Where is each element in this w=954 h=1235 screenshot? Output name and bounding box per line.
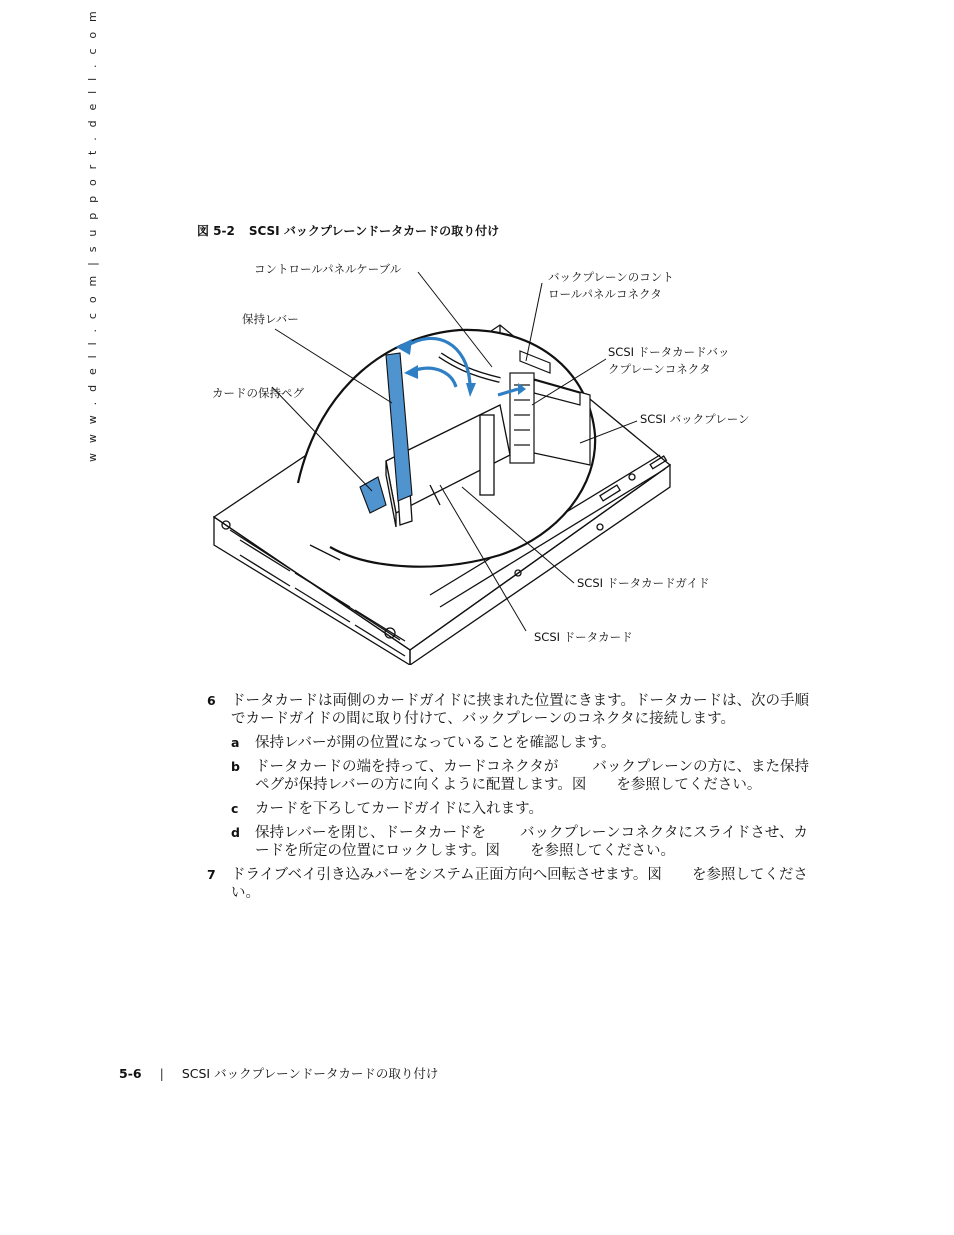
substep-letter: a — [231, 735, 240, 750]
step-6b — [207, 758, 812, 794]
callout-daughter-card-connector-line1: SCSI ドータカードバッ — [608, 345, 730, 359]
substep-text-part2: バックプレーンコネクタにスライドさせ、カードを所定の位置にロックします。図 — [255, 825, 808, 859]
step-7 — [207, 866, 812, 902]
substep-text-part1: ドータカードの端を持って、カードコネクタが — [255, 759, 559, 775]
substep-text: カードを下ろしてカードガイドに入れます。 — [255, 801, 543, 817]
figure-number: 図 5-2 — [197, 224, 235, 238]
substep-text-part3: を参照してください。 — [530, 843, 676, 859]
step-number: 6 — [207, 693, 216, 708]
step-text: ドータカードは両側のカードガイドに挟まれた位置にきます。ドータカードは、次の手順でカードガイドの間に取り付けて、バックプレーンのコネクタに接続します。 — [231, 693, 809, 727]
callout-card-retention-peg: カードの保持ペグ — [212, 386, 304, 400]
figure-title-text: SCSI バックプレーンドータカードの取り付け — [248, 224, 500, 238]
substep-text: 保持レバーが開の位置になっていることを確認します。 — [255, 735, 616, 751]
callout-scsi-backplane: SCSI バックプレーン — [640, 412, 750, 426]
substep-text-part3: を参照してください。 — [616, 777, 762, 793]
substep-letter: c — [231, 801, 239, 816]
side-url: w w w . d e l l . c o m | s u p p o r t . d e l l . c o m — [86, 8, 99, 462]
footer-title: SCSI バックプレーンドータカードの取り付け — [181, 1066, 439, 1081]
footer-separator: | — [159, 1066, 164, 1081]
step-text-part1: ドライブベイ引き込みバーをシステム正面方向へ回転させます。図 — [231, 867, 662, 883]
callout-backplane-connector-line2: ロールパネルコネクタ — [548, 287, 662, 301]
step-text-part2: を参照してください。 — [231, 867, 808, 901]
step-6d — [207, 824, 812, 860]
callout-control-panel-cable: コントロールパネルケーブル — [254, 262, 402, 276]
substep-text-part1: 保持レバーを閉じ、ドータカードを — [255, 825, 486, 841]
callout-retention-lever: 保持レバー — [242, 312, 299, 326]
callout-daughter-card-connector — [608, 344, 729, 378]
step-number: 7 — [207, 867, 216, 882]
callout-daughter-card-connector-line2: クプレーンコネクタ — [608, 362, 711, 376]
figure-illustration — [200, 255, 780, 665]
substep-letter: b — [231, 759, 240, 774]
callout-card-guide: SCSI ドータカードガイド — [577, 576, 710, 590]
callout-daughter-card: SCSI ドータカード — [534, 630, 633, 644]
step-6a — [207, 734, 812, 752]
substep-letter: d — [231, 825, 240, 840]
callout-backplane-connector-line1: バックプレーンのコント — [548, 270, 674, 284]
figure-title — [197, 222, 499, 239]
instruction-steps — [207, 692, 812, 908]
callout-backplane-connector — [548, 269, 674, 303]
step-6 — [207, 692, 812, 728]
substep-text-part2: バックプレーンの方に、また保持ペグが保持レバーの方に向くように配置します。図 — [255, 759, 809, 793]
page-number: 5-6 — [119, 1066, 142, 1081]
step-6c — [207, 800, 812, 818]
page-footer — [119, 1064, 438, 1082]
